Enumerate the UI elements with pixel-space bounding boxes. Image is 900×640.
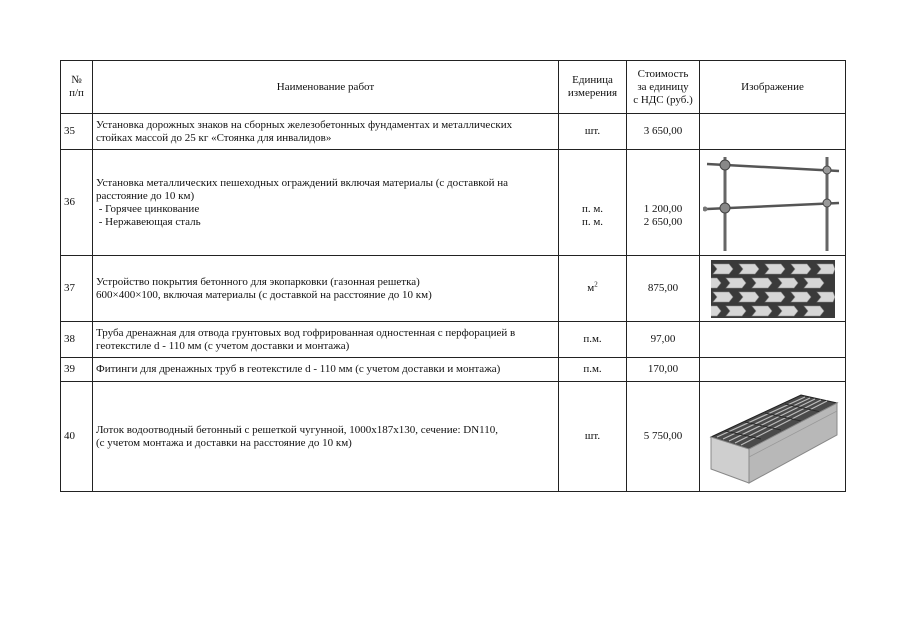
table-row — [61, 382, 846, 492]
unit-cell: п.м. — [559, 358, 627, 382]
work-name: Установка дорожных знаков на сборных железобетонных фундаментах и металлических стойках массой до 25 кг «Стоянка для инвалидов» — [93, 114, 559, 150]
row-number: 38 — [61, 322, 93, 358]
pedestrian-railing-image — [703, 153, 843, 253]
image-cell — [700, 322, 846, 358]
header-num: № п/п — [61, 61, 93, 114]
header-image: Изображение — [700, 61, 846, 114]
price-cell: 1 200,00 2 650,00 — [627, 150, 700, 256]
image-cell — [700, 382, 846, 492]
image-cell — [700, 114, 846, 150]
price-table — [60, 60, 846, 492]
table-row — [61, 114, 846, 150]
table-row — [61, 256, 846, 322]
price-cell: 170,00 — [627, 358, 700, 382]
unit-cell: $м^2$ — [559, 256, 627, 322]
work-name: Фитинги для дренажных труб в геотекстиле d - 110 мм (с учетом доставки и монтажа) — [93, 358, 559, 382]
header-price: Стоимость за единицу с НДС (руб.) — [627, 61, 700, 114]
price-cell: 3 650,00 — [627, 114, 700, 150]
price-cell: 875,00 — [627, 256, 700, 322]
row-number: 37 — [61, 256, 93, 322]
unit-cell: шт. — [559, 382, 627, 492]
row-number: 35 — [61, 114, 93, 150]
row-number: 39 — [61, 358, 93, 382]
unit-cell: п.м. — [559, 322, 627, 358]
work-name: Установка металлических пешеходных ограждений включая материалы (с доставкой на расстояние до 10 км) - Горячее цинкование - Нержавеющая сталь — [93, 150, 559, 256]
table-row — [61, 358, 846, 382]
lawn-grid-image — [711, 260, 835, 318]
price-cell: 5 750,00 — [627, 382, 700, 492]
header-name: Наименование работ — [93, 61, 559, 114]
drainage-channel-image — [705, 387, 841, 487]
work-name: Лоток водоотводный бетонный с решеткой чугунной, 1000х187х130, сечение: DN110, (с учетом монтажа и доставки на расстояние до 10 км) — [93, 382, 559, 492]
price-cell: 97,00 — [627, 322, 700, 358]
table-row — [61, 150, 846, 256]
unit-cell: шт. — [559, 114, 627, 150]
row-number: 36 — [61, 150, 93, 256]
table-header-row — [61, 61, 846, 114]
work-name: Труба дренажная для отвода грунтовых вод гофрированная одностенная с перфорацией в геотекстиле d - 110 мм (с учетом доставки и монтажа) — [93, 322, 559, 358]
work-name: Устройство покрытия бетонного для экопарковки (газонная решетка) 600×400×100, включая материалы (с доставкой на расстояние до 10 км) — [93, 256, 559, 322]
image-cell — [700, 150, 846, 256]
image-cell — [700, 256, 846, 322]
header-unit: Единица измерения — [559, 61, 627, 114]
table-row — [61, 322, 846, 358]
row-number: 40 — [61, 382, 93, 492]
unit-cell: п. м. п. м. — [559, 150, 627, 256]
image-cell — [700, 358, 846, 382]
